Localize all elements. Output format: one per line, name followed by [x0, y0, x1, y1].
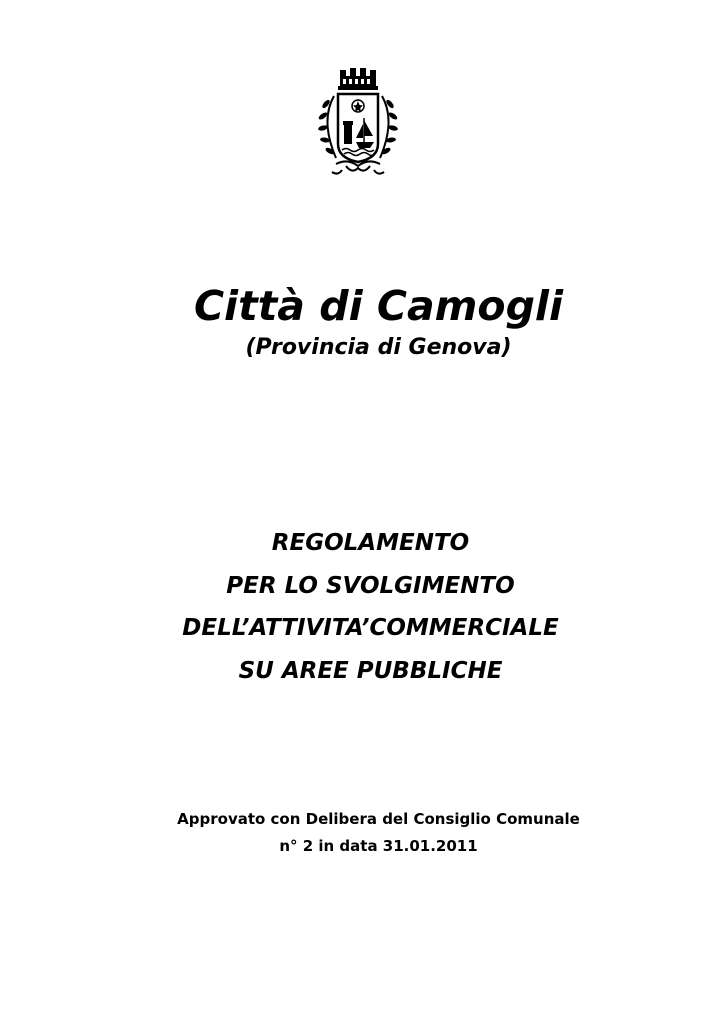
- regulation-title-line: DELL’ATTIVITA’COMMERCIALE: [182, 615, 559, 641]
- regulation-title: [16, 522, 725, 692]
- approval-line-date: n° 2 in data 31.01.2011: [279, 837, 478, 855]
- approval-note: [32, 806, 725, 860]
- city-title: Città di Camogli: [193, 282, 564, 330]
- province-subtitle: (Provincia di Genova): [245, 335, 512, 360]
- regulation-title-line: SU AREE PUBBLICHE: [238, 657, 503, 684]
- approval-line-deliberation: Approvato con Delibera del Consiglio Comunale: [177, 810, 580, 828]
- regulation-title-line: PER LO SVOLGIMENTO: [226, 572, 515, 599]
- camogli-coat-of-arms-icon: [312, 66, 404, 178]
- regulation-title-line: REGOLAMENTO: [271, 530, 470, 556]
